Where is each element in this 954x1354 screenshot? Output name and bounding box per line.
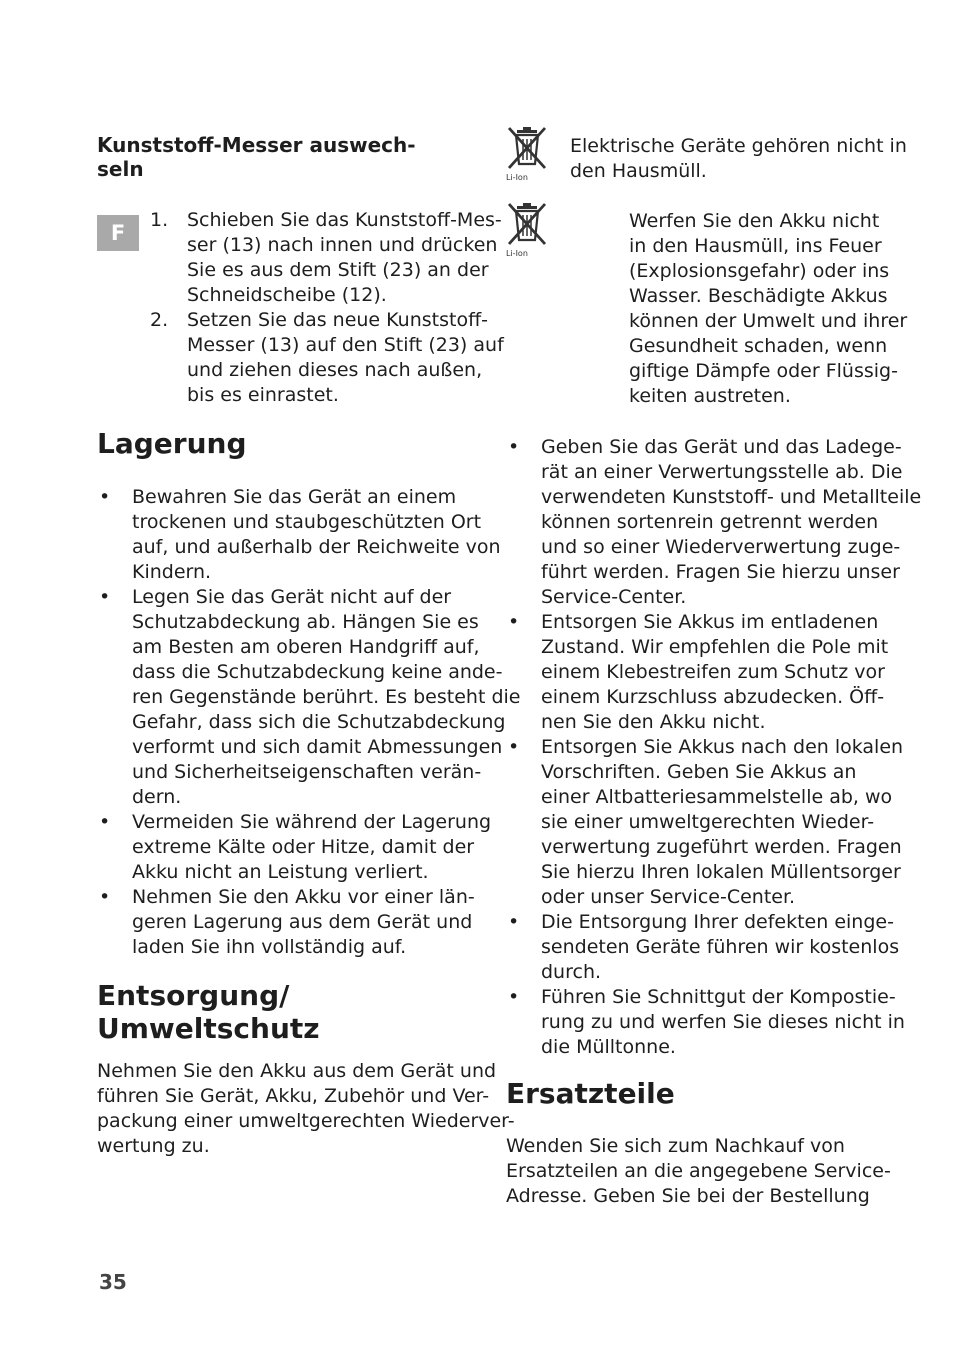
item-line: dass die Schutzabdeckung keine ande- <box>132 661 503 683</box>
heading-line: Kunststoff-Messer auswech- <box>97 133 416 157</box>
notice-line: keiten austreten. <box>629 385 791 407</box>
parts-paragraph <box>506 1134 891 1209</box>
section-f-badge: F <box>97 215 139 251</box>
item-line: oder unser Service-Center. <box>541 886 796 908</box>
item-line: am Besten am oberen Handgriff auf, <box>132 636 480 658</box>
step-line: Schneidscheibe (12). <box>187 284 387 306</box>
item-line: rung zu und werfen Sie dieses nicht in <box>541 1011 905 1033</box>
list-item <box>506 735 926 910</box>
step-number: 2. <box>150 309 169 331</box>
list-item <box>97 585 521 810</box>
notice-line: Gesundheit schaden, wenn <box>629 335 888 357</box>
item-line: sie einer umweltgerechten Wieder- <box>541 811 875 833</box>
item-line: • Legen Sie das Gerät nicht auf der <box>132 586 452 608</box>
step-line: Sie es aus dem Stift (23) an der <box>187 259 489 281</box>
list-item <box>506 910 926 985</box>
para-line: packung einer umweltgerechten Wiederver- <box>97 1110 515 1132</box>
notice-electrical <box>570 134 907 184</box>
list-item <box>506 435 926 610</box>
notice-line: in den Hausmüll, ins Feuer <box>629 235 882 257</box>
item-line: • Die Entsorgung Ihrer defekten einge- <box>541 911 894 933</box>
crossed-bin-icon <box>504 124 550 182</box>
disposal-list <box>506 435 926 1060</box>
step-line: ser (13) nach innen und drücken <box>187 234 498 256</box>
step-line: Messer (13) auf den Stift (23) auf <box>187 334 504 356</box>
bin-caption: Li-Ion <box>506 173 528 182</box>
bin-caption: Li-Ion <box>506 249 528 258</box>
list-item <box>506 610 926 735</box>
item-line: und Sicherheitseigenschaften verän- <box>132 761 482 783</box>
step-line: Schieben Sie das Kunststoff-Mes- <box>187 209 502 231</box>
item-line: verwertung zugeführt werden. Fragen <box>541 836 902 858</box>
item-line: laden Sie ihn vollständig auf. <box>132 936 407 958</box>
notice-line: den Hausmüll. <box>570 160 707 182</box>
item-line: durch. <box>541 961 602 983</box>
item-line: Sie hierzu Ihren lokalen Müllentsorger <box>541 861 901 883</box>
step-line: und ziehen dieses nach außen, <box>187 359 483 381</box>
notice-battery <box>629 209 907 409</box>
storage-list <box>97 485 521 960</box>
step-number: 1. <box>150 209 169 231</box>
item-line: einem Kurzschluss abzudecken. Öff- <box>541 686 885 708</box>
item-line: Schutzabdeckung ab. Hängen Sie es <box>132 611 479 633</box>
item-line: rät an einer Verwertungsstelle ab. Die <box>541 461 903 483</box>
para-line: Nehmen Sie den Akku aus dem Gerät und <box>97 1060 497 1082</box>
item-line: • Entsorgen Sie Akkus im entladenen <box>541 611 879 633</box>
item-line: ren Gegenstände berührt. Es besteht die <box>132 686 521 708</box>
list-item <box>97 485 501 585</box>
item-line: und so einer Wiederverwertung zuge- <box>541 536 901 558</box>
item-line: • Entsorgen Sie Akkus nach den lokalen <box>541 736 904 758</box>
crossed-bin-icon <box>504 200 550 258</box>
item-line: auf, und außerhalb der Reichweite von <box>132 536 501 558</box>
page-number: 35 <box>99 1270 127 1294</box>
para-line: wertung zu. <box>97 1135 210 1157</box>
item-line: Service-Center. <box>541 586 687 608</box>
item-line: • Vermeiden Sie während der Lagerung <box>132 811 492 833</box>
item-line: Vorschriften. Geben Sie Akkus an <box>541 761 857 783</box>
item-line: • Nehmen Sie den Akku vor einer län- <box>132 886 475 908</box>
item-line: Gefahr, dass sich die Schutzabdeckung <box>132 711 506 733</box>
list-item <box>97 810 497 885</box>
notice-line: Wasser. Beschädigte Akkus <box>629 285 888 307</box>
item-line: die Mülltonne. <box>541 1036 676 1058</box>
item-line: führt werden. Fragen Sie hierzu unser <box>541 561 900 583</box>
item-line: nen Sie den Akku nicht. <box>541 711 766 733</box>
knife-heading <box>97 133 416 181</box>
item-line: • Bewahren Sie das Gerät an einem <box>132 486 457 508</box>
step-line: bis es einrastet. <box>187 384 339 406</box>
disposal-paragraph <box>97 1059 515 1159</box>
notice-line: Elektrische Geräte gehören nicht in <box>570 135 907 157</box>
item-line: • Führen Sie Schnittgut der Kompostie- <box>541 986 896 1008</box>
list-item <box>97 885 497 960</box>
step-item <box>150 208 502 308</box>
notice-line: (Explosionsgefahr) oder ins <box>629 260 890 282</box>
item-line: • Geben Sie das Gerät und das Ladege- <box>541 436 902 458</box>
step-line: Setzen Sie das neue Kunststoff- <box>187 309 489 331</box>
para-line: Adresse. Geben Sie bei der Bestellung <box>506 1185 870 1207</box>
notice-line: Werfen Sie den Akku nicht <box>629 210 880 232</box>
item-line: Zustand. Wir empfehlen die Pole mit <box>541 636 889 658</box>
heading-line: seln <box>97 157 144 181</box>
item-line: geren Lagerung aus dem Gerät und <box>132 911 473 933</box>
storage-heading: Lagerung <box>97 427 247 460</box>
item-line: einem Klebestreifen zum Schutz vor <box>541 661 885 683</box>
notice-line: können der Umwelt und ihrer <box>629 310 908 332</box>
item-line: Kindern. <box>132 561 212 583</box>
item-line: dern. <box>132 786 182 808</box>
para-line: Wenden Sie sich zum Nachkauf von <box>506 1135 845 1157</box>
item-line: verwendeten Kunststoff- und Metallteile <box>541 486 922 508</box>
item-line: einer Altbatteriesammelstelle ab, wo <box>541 786 893 808</box>
item-line: sendeten Geräte führen wir kostenlos <box>541 936 900 958</box>
heading-line: Entsorgung/ <box>97 979 290 1012</box>
disposal-heading <box>97 979 320 1045</box>
item-line: extreme Kälte oder Hitze, damit der <box>132 836 475 858</box>
item-line: Akku nicht an Leistung verliert. <box>132 861 429 883</box>
item-line: können sortenrein getrennt werden <box>541 511 879 533</box>
list-item <box>506 985 926 1060</box>
knife-steps <box>150 208 504 408</box>
step-item <box>150 308 504 408</box>
notice-line: giftige Dämpfe oder Flüssig- <box>629 360 898 382</box>
parts-heading: Ersatzteile <box>506 1077 675 1110</box>
item-line: trockenen und staubgeschützten Ort <box>132 511 482 533</box>
para-line: führen Sie Gerät, Akku, Zubehör und Ver- <box>97 1085 490 1107</box>
heading-line: Umweltschutz <box>97 1012 320 1045</box>
item-line: verformt und sich damit Abmessungen <box>132 736 503 758</box>
para-line: Ersatzteilen an die angegebene Service- <box>506 1160 891 1182</box>
